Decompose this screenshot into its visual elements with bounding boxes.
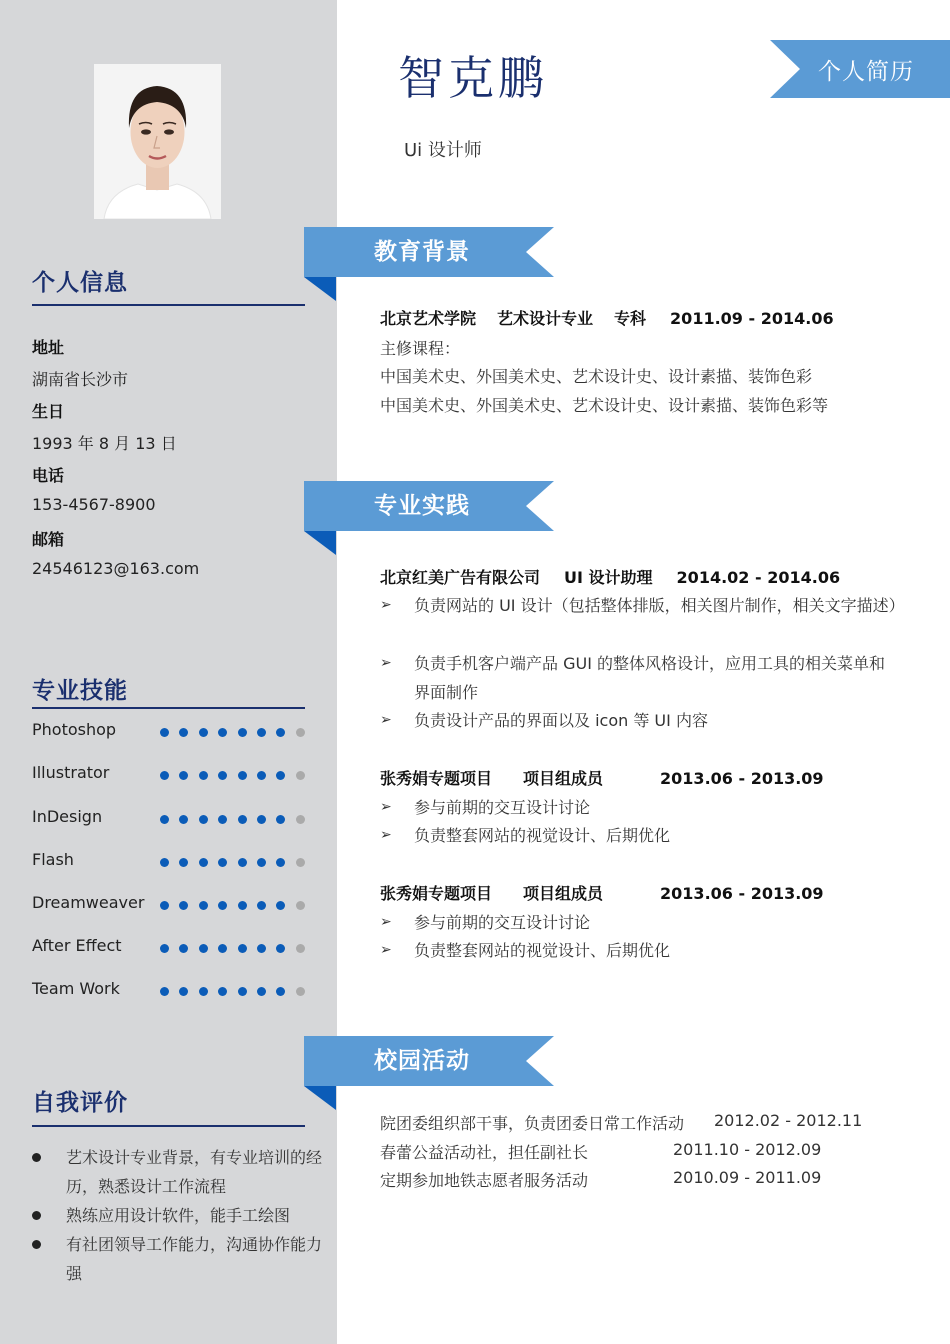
rating-dot-filled-icon [257, 815, 266, 824]
rating-dot-filled-icon [199, 815, 208, 824]
rating-dot-filled-icon [218, 901, 227, 910]
activity-text: 院团委组织部干事，负责团委日常工作活动 [380, 1114, 685, 1133]
duty-item [380, 936, 900, 965]
phone-value: 153-4567-8900 [32, 495, 156, 514]
courses-line: 中国美术史、外国美术史、艺术设计史、设计素描、装饰色彩 [380, 367, 813, 386]
rating-dot-filled-icon [257, 728, 266, 737]
rating-dot-filled-icon [199, 771, 208, 780]
job-role: 项目组成员 [523, 769, 604, 788]
address-value: 湖南省长沙市 [32, 370, 129, 389]
rating-dot-filled-icon [160, 771, 169, 780]
skill-row [32, 720, 307, 744]
skills-heading: 专业技能 [32, 678, 128, 704]
self-eval-item [32, 1230, 332, 1288]
self-eval-divider [32, 1125, 305, 1127]
skill-name: After Effect [32, 936, 122, 955]
rating-dot-filled-icon [238, 728, 247, 737]
skill-row [32, 979, 307, 1003]
rating-dot-empty-icon [296, 987, 305, 996]
education-period: 2011.09 - 2014.06 [670, 309, 834, 328]
rating-dot-filled-icon [276, 858, 285, 867]
rating-dot-filled-icon [238, 858, 247, 867]
duty-item [380, 649, 900, 707]
rating-dot-filled-icon [160, 728, 169, 737]
job-title: Ui 设计师 [404, 140, 482, 161]
rating-dot-filled-icon [257, 771, 266, 780]
rating-dot-filled-icon [257, 987, 266, 996]
skill-name: Dreamweaver [32, 893, 145, 912]
rating-dot-filled-icon [276, 901, 285, 910]
degree: 专科 [614, 309, 647, 328]
arrow-bullet-icon: ➢ [380, 942, 392, 958]
profile-photo [94, 64, 221, 219]
duty-item [380, 793, 900, 822]
rating-dot-filled-icon [238, 901, 247, 910]
job-period: 2014.02 - 2014.06 [676, 568, 841, 587]
rating-dot-filled-icon [199, 944, 208, 953]
arrow-bullet-icon: ➢ [380, 914, 392, 930]
rating-dot-empty-icon [296, 944, 305, 953]
rating-dot-filled-icon [199, 901, 208, 910]
duty-text: 负责网站的 UI 设计（包括整体排版，相关图片制作，相关文字描述） [414, 596, 905, 615]
rating-dot-filled-icon [276, 815, 285, 824]
skill-name: Illustrator [32, 763, 110, 782]
self-eval-item [32, 1201, 332, 1230]
section-title: 教育背景 [374, 239, 470, 265]
self-eval-text: 艺术设计专业背景，有专业培训的经历，熟悉设计工作流程 [66, 1148, 323, 1196]
duty-item [380, 908, 900, 937]
rating-dot-empty-icon [296, 771, 305, 780]
company-name: 北京红美广告有限公司 [380, 568, 541, 587]
self-eval-heading: 自我评价 [32, 1090, 128, 1116]
rating-dot-filled-icon [257, 901, 266, 910]
courses-line: 中国美术史、外国美术史、艺术设计史、设计素描、装饰色彩等 [380, 396, 829, 415]
duty-item [380, 591, 905, 620]
rating-dot-filled-icon [160, 858, 169, 867]
rating-dot-filled-icon [218, 987, 227, 996]
rating-dot-filled-icon [276, 944, 285, 953]
rating-dot-filled-icon [160, 815, 169, 824]
duty-text: 负责整套网站的视觉设计、后期优化 [414, 826, 671, 845]
rating-dot-filled-icon [276, 771, 285, 780]
rating-dot-filled-icon [199, 987, 208, 996]
rating-dot-filled-icon [218, 858, 227, 867]
section-ribbon-practice [304, 481, 556, 557]
rating-dot-filled-icon [218, 944, 227, 953]
rating-dot-filled-icon [199, 728, 208, 737]
skills-divider [32, 707, 305, 709]
arrow-bullet-icon: ➢ [380, 712, 392, 728]
address-label: 地址 [32, 338, 65, 357]
rating-dot-filled-icon [257, 858, 266, 867]
job-role: UI 设计助理 [564, 568, 653, 587]
rating-dot-empty-icon [296, 728, 305, 737]
skill-row [32, 807, 307, 831]
skill-name: Team Work [32, 979, 120, 998]
job-period: 2013.06 - 2013.09 [660, 884, 824, 903]
rating-dot-filled-icon [238, 987, 247, 996]
duty-text: 参与前期的交互设计讨论 [414, 913, 591, 932]
rating-dot-filled-icon [179, 944, 188, 953]
rating-dot-filled-icon [179, 771, 188, 780]
bullet-dot-icon [32, 1153, 41, 1162]
rating-dot-filled-icon [276, 728, 285, 737]
section-title: 专业实践 [374, 493, 470, 519]
rating-dot-filled-icon [179, 858, 188, 867]
rating-dot-filled-icon [160, 944, 169, 953]
duty-text: 负责整套网站的视觉设计、后期优化 [414, 941, 671, 960]
arrow-bullet-icon: ➢ [380, 597, 392, 613]
skill-row [32, 850, 307, 874]
rating-dot-filled-icon [160, 987, 169, 996]
company-name: 张秀娟专题项目 [380, 769, 493, 788]
duty-item [380, 821, 900, 850]
rating-dot-filled-icon [238, 815, 247, 824]
section-title: 校园活动 [374, 1048, 470, 1074]
rating-dot-filled-icon [238, 771, 247, 780]
rating-dot-filled-icon [238, 944, 247, 953]
activity-period: 2011.10 - 2012.09 [673, 1140, 822, 1159]
duty-text: 参与前期的交互设计讨论 [414, 798, 591, 817]
bullet-dot-icon [32, 1211, 41, 1220]
resume-tag-label: 个人简历 [818, 59, 914, 85]
self-eval-text: 熟练应用设计软件，能手工绘图 [66, 1206, 291, 1225]
birthday-value: 1993 年 8 月 13 日 [32, 434, 177, 453]
job-summary [380, 766, 824, 789]
job-period: 2013.06 - 2013.09 [660, 769, 824, 788]
portrait-illustration [94, 64, 221, 219]
company-name: 张秀娟专题项目 [380, 884, 493, 903]
activity-text: 定期参加地铁志愿者服务活动 [380, 1171, 589, 1190]
duty-item [380, 706, 900, 735]
rating-dot-filled-icon [179, 728, 188, 737]
rating-dot-filled-icon [218, 771, 227, 780]
arrow-bullet-icon: ➢ [380, 799, 392, 815]
personal-info-heading: 个人信息 [32, 270, 128, 296]
rating-dot-filled-icon [218, 815, 227, 824]
rating-dot-empty-icon [296, 858, 305, 867]
self-eval-text: 有社团领导工作能力，沟通协作能力强 [66, 1235, 323, 1283]
skill-name: Photoshop [32, 720, 117, 739]
arrow-bullet-icon: ➢ [380, 655, 392, 671]
courses-label: 主修课程： [380, 339, 461, 358]
phone-label: 电话 [32, 466, 65, 485]
duty-text: 负责设计产品的界面以及 icon 等 UI 内容 [414, 711, 708, 730]
bullet-dot-icon [32, 1240, 41, 1249]
birthday-label: 生日 [32, 402, 65, 421]
arrow-bullet-icon: ➢ [380, 827, 392, 843]
rating-dot-filled-icon [179, 987, 188, 996]
school-name: 北京艺术学院 [380, 309, 477, 328]
rating-dot-filled-icon [179, 815, 188, 824]
skill-name: Flash [32, 850, 74, 869]
rating-dot-filled-icon [160, 901, 169, 910]
self-eval-item [32, 1143, 332, 1201]
section-ribbon-education [304, 227, 556, 303]
activity-period: 2010.09 - 2011.09 [673, 1168, 822, 1187]
rating-dot-filled-icon [276, 987, 285, 996]
resume-tag [770, 40, 950, 98]
activity-text: 春蕾公益活动社，担任副社长 [380, 1143, 589, 1162]
job-summary [380, 565, 840, 588]
candidate-name: 智克鹏 [398, 51, 548, 105]
section-ribbon-campus [304, 1036, 556, 1112]
major: 艺术设计专业 [497, 309, 594, 328]
skill-row [32, 893, 307, 917]
skill-row [32, 936, 307, 960]
skill-row [32, 763, 307, 787]
skill-name: InDesign [32, 807, 103, 826]
rating-dot-filled-icon [218, 728, 227, 737]
duty-text: 负责手机客户端产品 GUI 的整体风格设计，应用工具的相关菜单和界面制作 [414, 654, 886, 702]
activity-period: 2012.02 - 2012.11 [714, 1111, 863, 1130]
email-label: 邮箱 [32, 530, 65, 549]
rating-dot-filled-icon [179, 901, 188, 910]
rating-dot-filled-icon [257, 944, 266, 953]
job-role: 项目组成员 [523, 884, 604, 903]
rating-dot-empty-icon [296, 901, 305, 910]
education-summary [380, 306, 834, 329]
rating-dot-filled-icon [199, 858, 208, 867]
rating-dot-empty-icon [296, 815, 305, 824]
email-value: 24546123@163.com [32, 559, 200, 578]
job-summary [380, 881, 824, 904]
personal-info-divider [32, 304, 305, 306]
